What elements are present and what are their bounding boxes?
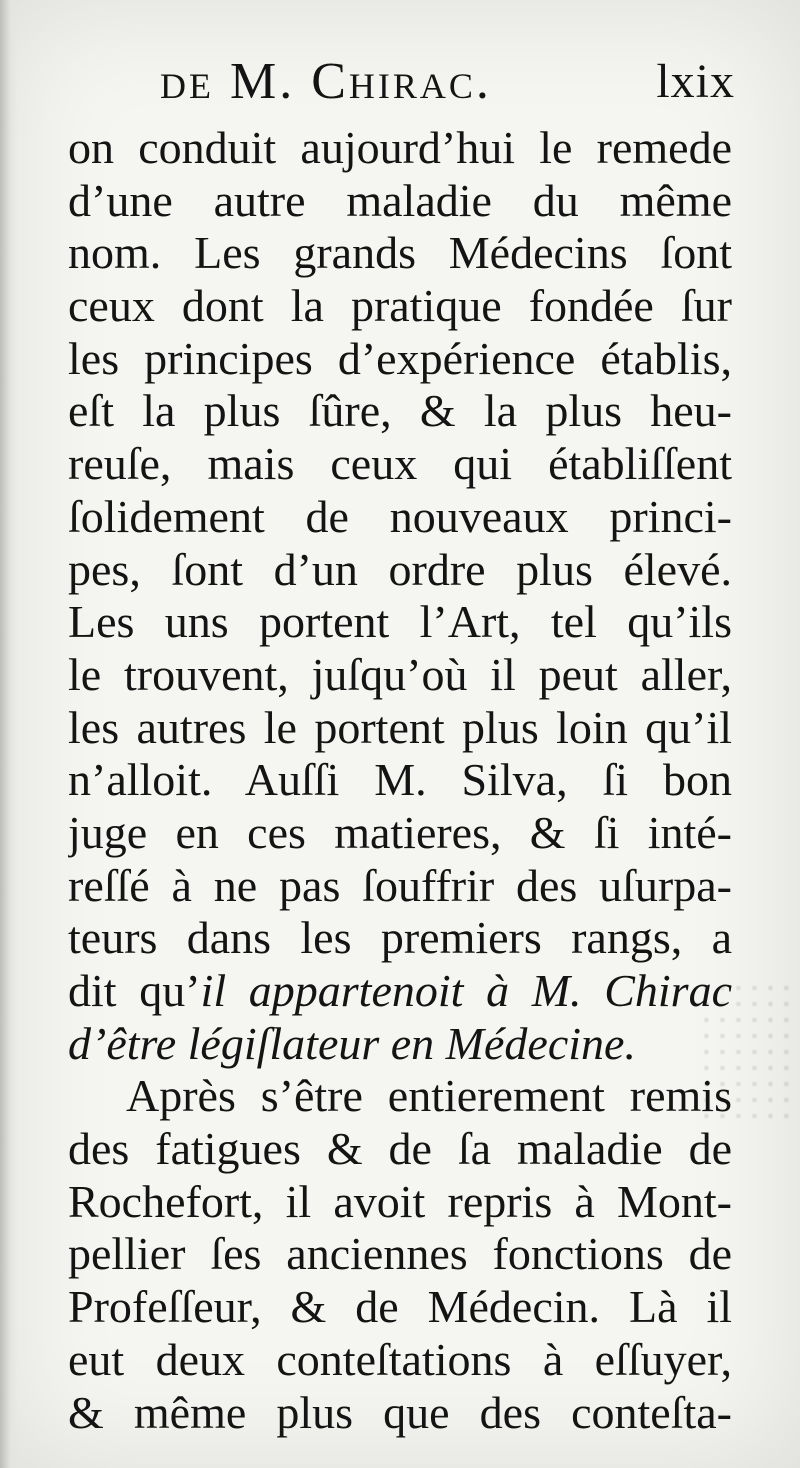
text-line: nom. Les grands Médecins ſont <box>68 227 732 279</box>
quote-line <box>68 965 732 1018</box>
body-text <box>68 122 732 1439</box>
text-line: ceux dont la pratique fondée ſur <box>68 280 732 332</box>
paragraph-start-line: Après s’être entierement remis <box>126 1070 732 1122</box>
text-line: eut deux conteſtations à eſſuyer, <box>68 1333 732 1385</box>
quote-line-end <box>68 1018 732 1071</box>
text-line: d’une autre maladie du même <box>68 174 732 226</box>
gutter-shadow <box>0 0 18 1468</box>
page-header <box>160 52 735 112</box>
page-number: lxix <box>656 55 735 108</box>
quote-intro: dit qu’ <box>68 965 201 1016</box>
quote-italic-part2: d’être légiſlateur en Médecine. <box>68 1017 636 1069</box>
text-line: n’alloit. Auſſi M. Silva, ſi bon <box>68 754 732 806</box>
text-line: teurs dans les premiers rangs, a <box>68 912 732 964</box>
text-line: eſt la plus ſûre, & la plus heu- <box>68 385 732 437</box>
text-line: les principes d’expérience établis, <box>68 332 732 384</box>
text-line: Profeſſeur, & de Médecin. Là il <box>68 1281 732 1333</box>
text-line: des fatigues & de ſa maladie de <box>68 1123 732 1175</box>
quote-italic-part1: il appartenoit à M. Chirac <box>200 965 732 1016</box>
text-line: & même plus que des conteſta- <box>68 1386 732 1438</box>
text-line: Rochefort, il avoit repris à Mont- <box>68 1175 732 1227</box>
text-line: reuſe, mais ceux qui établiſſent <box>68 438 732 490</box>
text-line: pes, ſont d’un ordre plus élevé. <box>68 543 732 595</box>
text-line: Les uns portent l’Art, tel qu’ils <box>68 596 732 648</box>
text-line: pellier ſes anciennes fonctions de <box>68 1228 732 1280</box>
text-line: on conduit aujourd’hui le remede <box>68 122 732 173</box>
text-line: le trouvent, juſqu’où il peut aller, <box>68 648 732 700</box>
text-line: ſolidement de nouveaux princi- <box>68 490 732 542</box>
text-line: reſſé à ne pas ſouffrir des uſurpa- <box>68 859 732 911</box>
text-line: les autres le portent plus loin qu’il <box>68 701 732 753</box>
text-line: juge en ces matieres, & ſi inté- <box>68 806 732 858</box>
running-title: de M. Chirac. <box>160 53 492 110</box>
